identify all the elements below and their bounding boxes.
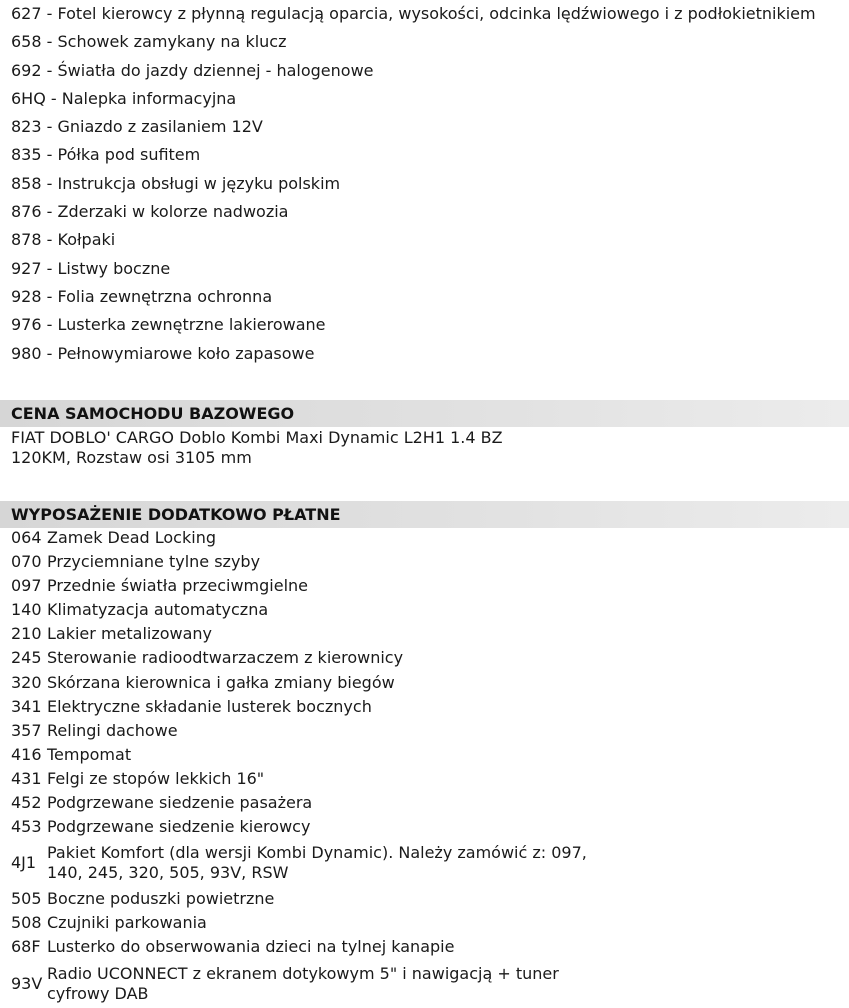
item-code: 357 [11, 720, 42, 740]
item-code: 097 [11, 576, 42, 596]
item-text: Klimatyzacja automatyczna [47, 600, 269, 620]
item-code: 452 [11, 793, 42, 813]
separator: - [41, 145, 58, 165]
list-item [11, 170, 816, 198]
list-item [11, 598, 607, 622]
item-text: Podgrzewane siedzenie kierowcy [47, 817, 311, 837]
item-code: 4J1 [11, 853, 37, 873]
base-price-header [0, 400, 849, 427]
separator: - [41, 286, 58, 306]
list-item [11, 695, 607, 719]
item-text: Lusterka zewnętrzne lakierowane [57, 315, 326, 335]
item-text: Fotel kierowcy z płynną regulacją oparcia, wysokości, odcinka lędźwiowego i z podłokietnikiem [57, 4, 816, 23]
item-text: Przednie światła przeciwmgielne [47, 576, 309, 596]
item-code: 064 [11, 528, 42, 547]
item-code: 070 [11, 552, 42, 572]
list-item [11, 574, 607, 598]
item-code: 140 [11, 600, 42, 620]
list-item [11, 767, 607, 791]
item-code: 692 [11, 60, 42, 80]
item-text: Tempomat [47, 744, 132, 764]
item-code: 928 [11, 286, 42, 306]
item-code: 245 [11, 648, 42, 668]
item-text: Pakiet Komfort (dla wersji Kombi Dynamic). Należy zamówić z: 097, 140, 245, 320, 505, 93V, RSW [47, 843, 587, 883]
item-text: Światła do jazdy dziennej - halogenowe [57, 60, 374, 80]
item-text: Boczne poduszki powietrzne [47, 889, 275, 909]
list-item [11, 719, 607, 743]
item-text: Gniazdo z zasilaniem 12V [57, 117, 263, 137]
separator: - [41, 117, 58, 137]
optional-equipment-header [0, 501, 849, 528]
list-item [11, 141, 816, 169]
list-item [11, 646, 607, 670]
item-code: 93V [11, 973, 43, 993]
list-item [11, 887, 607, 911]
list-item [11, 226, 816, 254]
item-text: Folia zewnętrzna ochronna [57, 286, 273, 306]
item-code: 6HQ [11, 88, 46, 108]
list-item [11, 57, 816, 85]
separator: - [45, 88, 62, 108]
item-text: Kołpaki [57, 230, 116, 250]
item-code: 341 [11, 696, 42, 716]
list-item [11, 198, 816, 226]
item-code: 980 [11, 343, 42, 363]
item-code: 505 [11, 889, 42, 909]
standard-equipment-list [11, 0, 816, 368]
list-item [11, 935, 607, 959]
item-code: 68F [11, 937, 41, 957]
list-item [11, 671, 607, 695]
item-text: Instrukcja obsługi w języku polskim [57, 173, 341, 193]
list-item [11, 839, 607, 887]
item-text: Zamek Dead Locking [47, 528, 216, 547]
separator: - [41, 230, 58, 250]
list-item [11, 0, 816, 28]
item-code: 508 [11, 913, 42, 933]
list-item [11, 28, 816, 56]
base-model-description: FIAT DOBLO' CARGO Doblo Kombi Maxi Dynamic L2H1 1.4 BZ 120KM, Rozstaw osi 3105 mm [11, 428, 503, 467]
list-item [11, 743, 607, 767]
separator: - [41, 32, 58, 52]
item-text: Radio UCONNECT z ekranem dotykowym 5" i nawigacją + tuner cyfrowy DAB [47, 963, 559, 1003]
item-text: Elektryczne składanie lusterek bocznych [47, 696, 372, 716]
list-item [11, 340, 816, 368]
list-item [11, 622, 607, 646]
separator: - [41, 202, 58, 222]
list-item [11, 815, 607, 839]
list-item [11, 255, 816, 283]
item-code: 416 [11, 744, 42, 764]
item-text: Skórzana kierownica i gałka zmiany biegów [47, 672, 395, 692]
item-code: 210 [11, 624, 42, 644]
item-code: 878 [11, 230, 42, 250]
separator: - [41, 60, 58, 80]
list-item [11, 791, 607, 815]
list-item [11, 526, 607, 550]
list-item [11, 960, 607, 1008]
item-code: 658 [11, 32, 42, 52]
item-code: 927 [11, 258, 42, 278]
item-text: Sterowanie radioodtwarzaczem z kierownicy [47, 648, 404, 668]
item-text: Przyciemniane tylne szyby [47, 552, 261, 572]
item-text: Podgrzewane siedzenie pasażera [47, 793, 313, 813]
item-text: Czujniki parkowania [47, 913, 207, 933]
item-text: Pełnowymiarowe koło zapasowe [57, 343, 315, 363]
item-code: 976 [11, 315, 42, 335]
separator: - [41, 173, 58, 193]
list-item [11, 85, 816, 113]
item-text: Nalepka informacyjna [61, 88, 237, 108]
item-code: 823 [11, 117, 42, 137]
item-text: Lakier metalizowany [47, 624, 213, 644]
section-title: WYPOSAŻENIE DODATKOWO PŁATNE [11, 505, 341, 524]
item-text: Półka pod sufitem [57, 145, 201, 165]
item-text: Listwy boczne [57, 258, 171, 278]
separator: - [41, 343, 58, 363]
item-code: 431 [11, 768, 42, 788]
section-title: CENA SAMOCHODU BAZOWEGO [11, 404, 295, 423]
item-text: Lusterko do obserwowania dzieci na tylnej kanapie [47, 937, 455, 957]
item-text: Relingi dachowe [47, 720, 178, 740]
item-code: 320 [11, 672, 42, 692]
item-code: 627 [11, 4, 42, 23]
separator: - [41, 258, 58, 278]
item-text: Felgi ze stopów lekkich 16" [47, 768, 265, 788]
item-code: 835 [11, 145, 42, 165]
list-item [11, 113, 816, 141]
separator: - [41, 315, 58, 335]
item-code: 858 [11, 173, 42, 193]
separator: - [41, 4, 58, 23]
list-item [11, 283, 816, 311]
list-item [11, 311, 816, 339]
item-code: 453 [11, 817, 42, 837]
list-item [11, 550, 607, 574]
item-code: 876 [11, 202, 42, 222]
item-text: Zderzaki w kolorze nadwozia [57, 202, 289, 222]
optional-equipment-list [11, 526, 607, 1008]
list-item [11, 911, 607, 935]
item-text: Schowek zamykany na klucz [57, 32, 287, 52]
